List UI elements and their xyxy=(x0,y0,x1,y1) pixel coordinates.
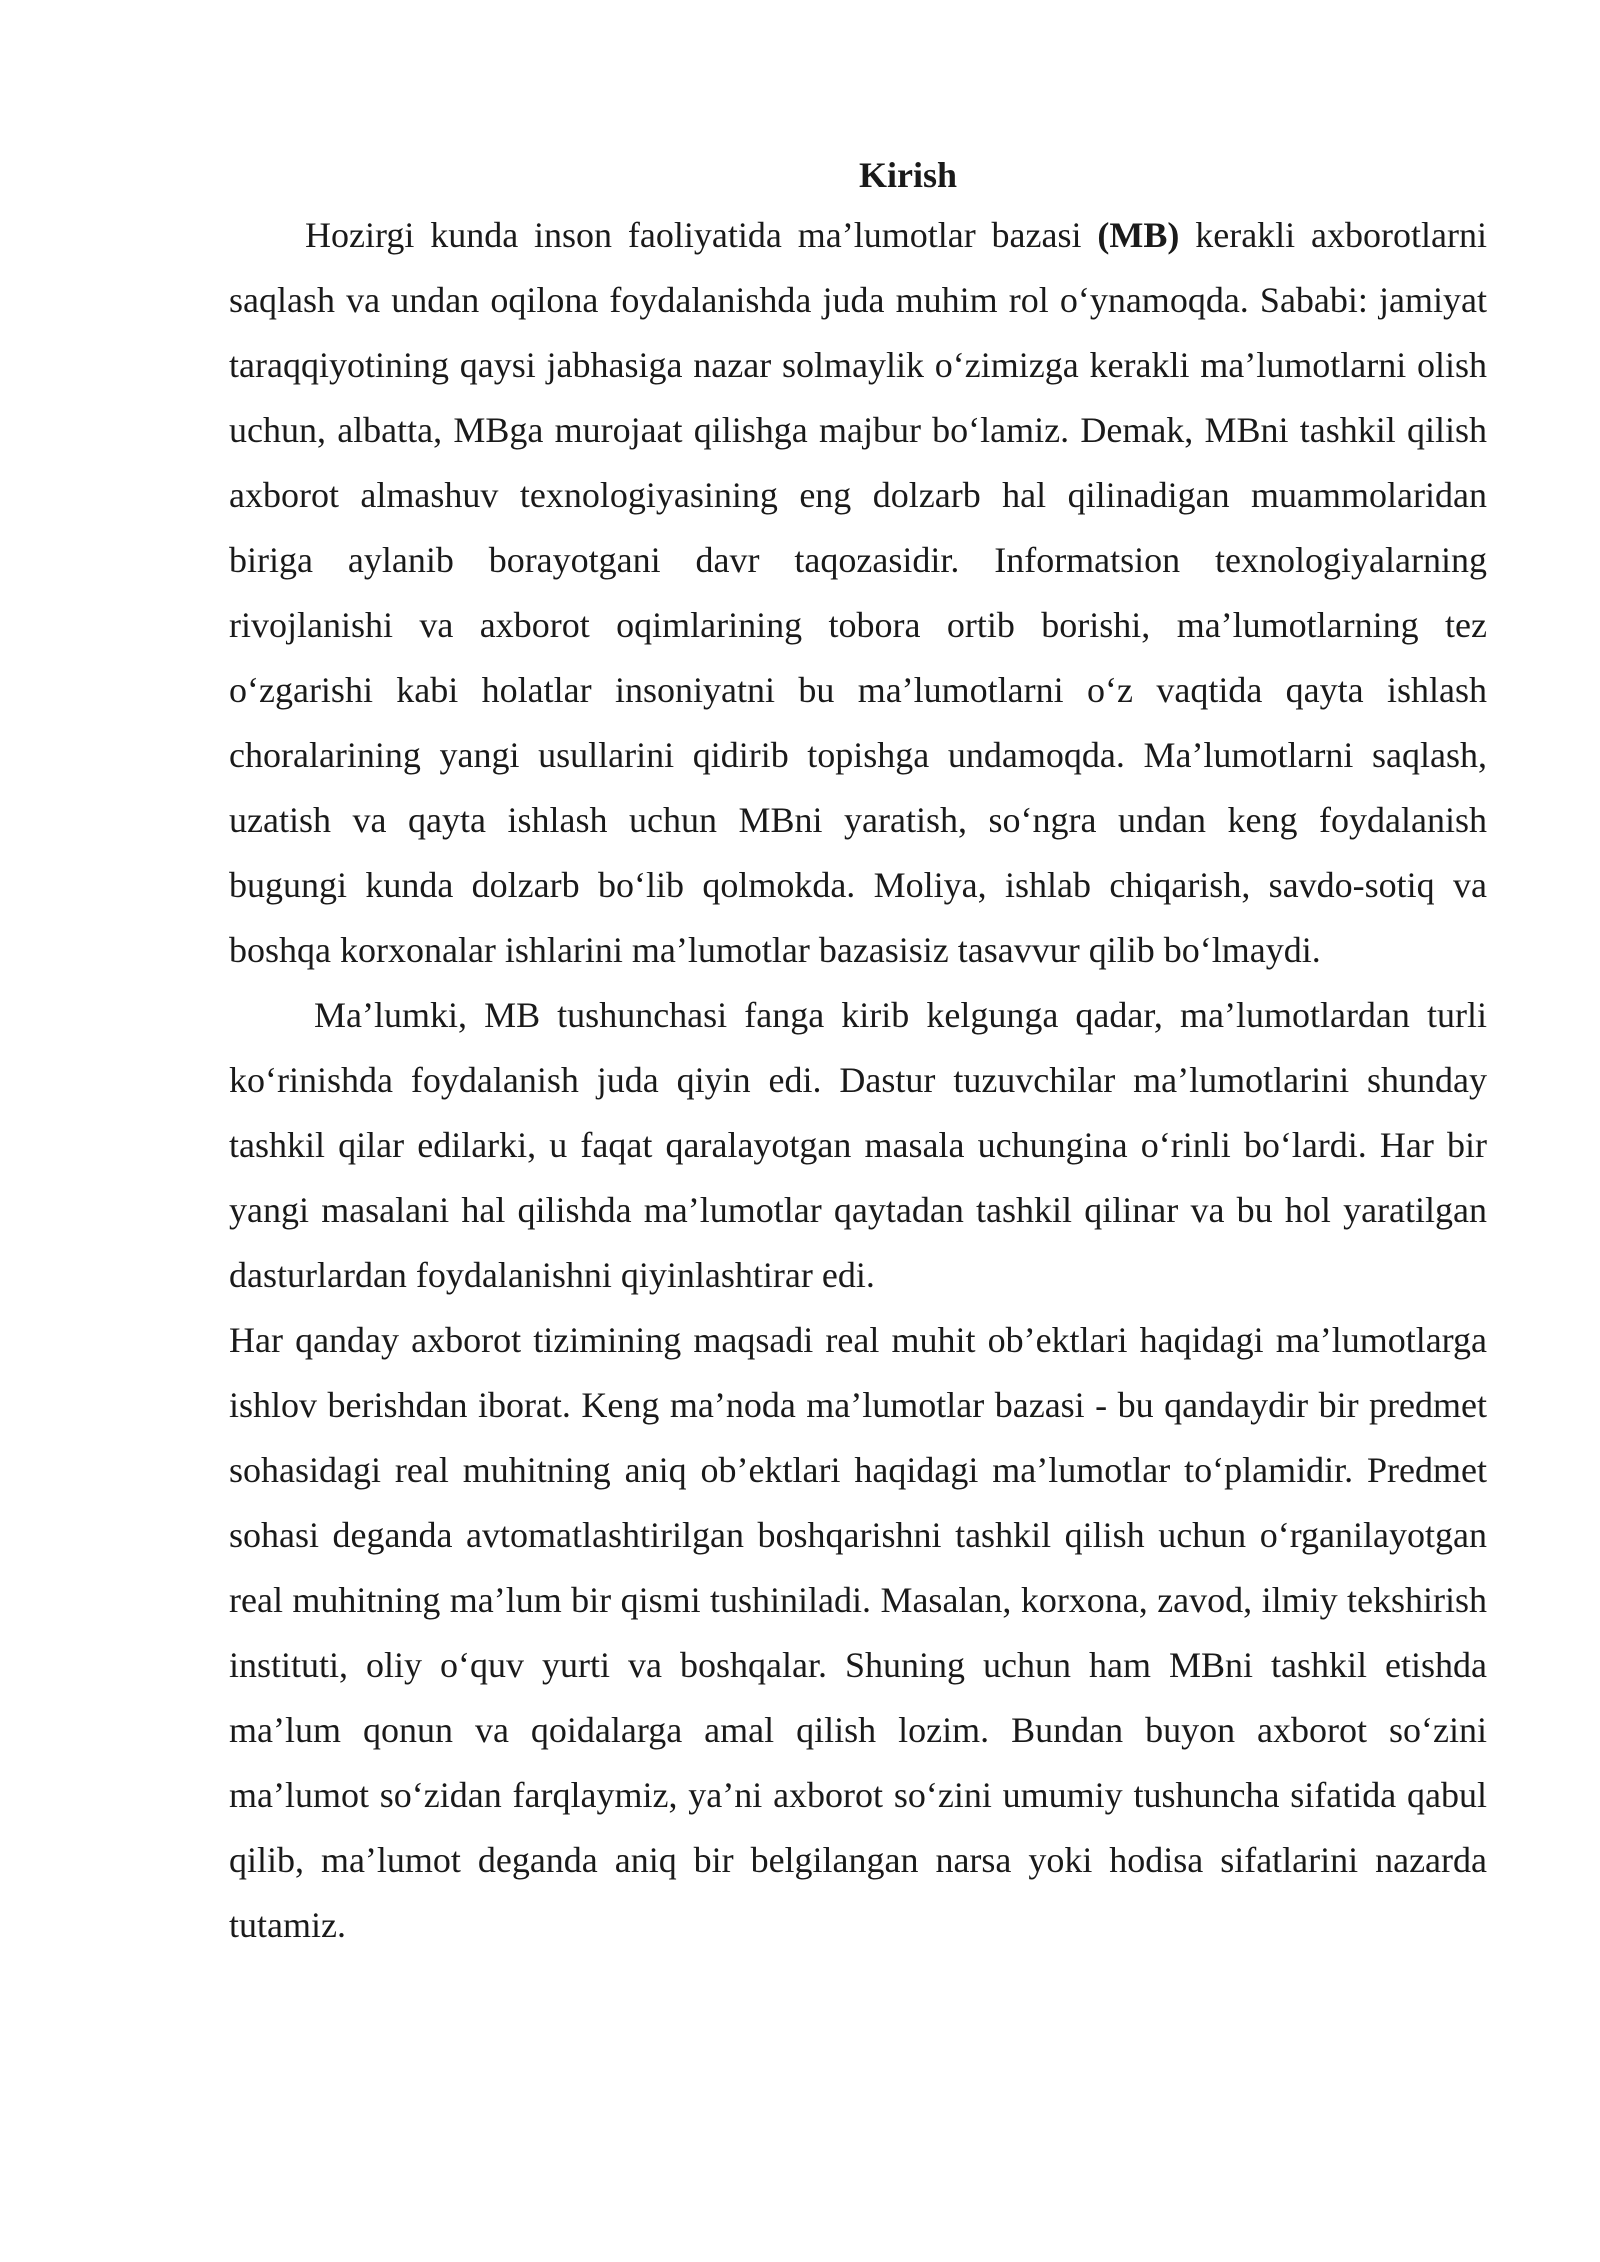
paragraph-intro xyxy=(229,203,1487,983)
paragraph-definition: Har qanday axborot tizimining maqsadi real muhit ob’ektlari haqidagi ma’lumotlarga ishlov berishdan iborat. Keng ma’noda ma’lumotlar bazasi - bu qandaydir bir predmet sohasidagi real muhitning aniq ob’ektlari haqidagi ma’lumotlar to‘plamidir. Predmet sohasi deganda avtomatlashtirilgan boshqarishni tashkil qilish uchun o‘rganilayotgan real muhitning ma’lum bir qismi tushiniladi. Masalan, korxona, zavod, ilmiy tekshirish instituti, oliy o‘quv yurti va boshqalar. Shuning uchun ham MBni tashkil etishda ma’lum qonun va qoidalarga amal qilish lozim. Bundan buyon axborot so‘zini ma’lumot so‘zidan farqlaymiz, ya’ni axborot so‘zini umumiy tushuncha sifatida qabul qilib, ma’lumot deganda aniq bir belgilangan narsa yoki hodisa sifatlarini nazarda tutamiz. xyxy=(229,1320,1487,1945)
paragraph-history: Ma’lumki, MB tushunchasi fanga kirib kelgunga qadar, ma’lumotlardan turli ko‘rinishda foydalanish juda qiyin edi. Dastur tuzuvchilar ma’lumotlarini shunday tashkil qilar edilarki, u faqat qaralayotgan masala uchungina o‘rinli bo‘lardi. Har bir yangi masalani hal qilishda ma’lumotlar qaytadan tashkil qilinar va bu hol yaratilgan dasturlardan foydalanishni qiyinlashtirar edi. xyxy=(229,995,1487,1295)
paragraph-intro-rest: kerakli axborotlarni saqlash va undan oqilona foydalanishda juda muhim rol o‘ynamoqda. Sababi: jamiyat taraqqiyotining qaysi jabhasiga nazar solmaylik o‘zimizga kerakli ma’lumotlarni olish uchun, albatta, MBga murojaat qilishga majbur bo‘lamiz. Demak, MBni tashkil qilish axborot almashuv texnologiyasining eng dolzarb hal qilinadigan muammolaridan biriga aylanib borayotgani davr taqozasidir. Informatsion texnologiyalarning rivojlanishi va axborot oqimlarining tobora ortib borishi, ma’lumotlarning tez o‘zgarishi kabi holatlar insoniyatni bu ma’lumotlarni o‘z vaqtida qayta ishlash choralarining yangi usullarini qidirib topishga undamoqda. Ma’lumotlarni saqlash, uzatish va qayta ishlash uchun MBni yaratish, so‘ngra undan keng foydalanish bugungi kunda dolzarb bo‘lib qolmokda. Moliya, ishlab chiqarish, savdo-sotiq va boshqa korxonalar ishlarini ma’lumotlar bazasisiz tasavvur qilib bo‘lmaydi. xyxy=(229,215,1487,970)
mb-abbreviation: (MB) xyxy=(1097,215,1180,255)
page-title: Kirish xyxy=(858,155,957,195)
paragraph-intro-start: Hozirgi kunda inson faoliyatida ma’lumotlar bazasi xyxy=(305,215,1098,255)
document-body xyxy=(229,148,1487,1958)
